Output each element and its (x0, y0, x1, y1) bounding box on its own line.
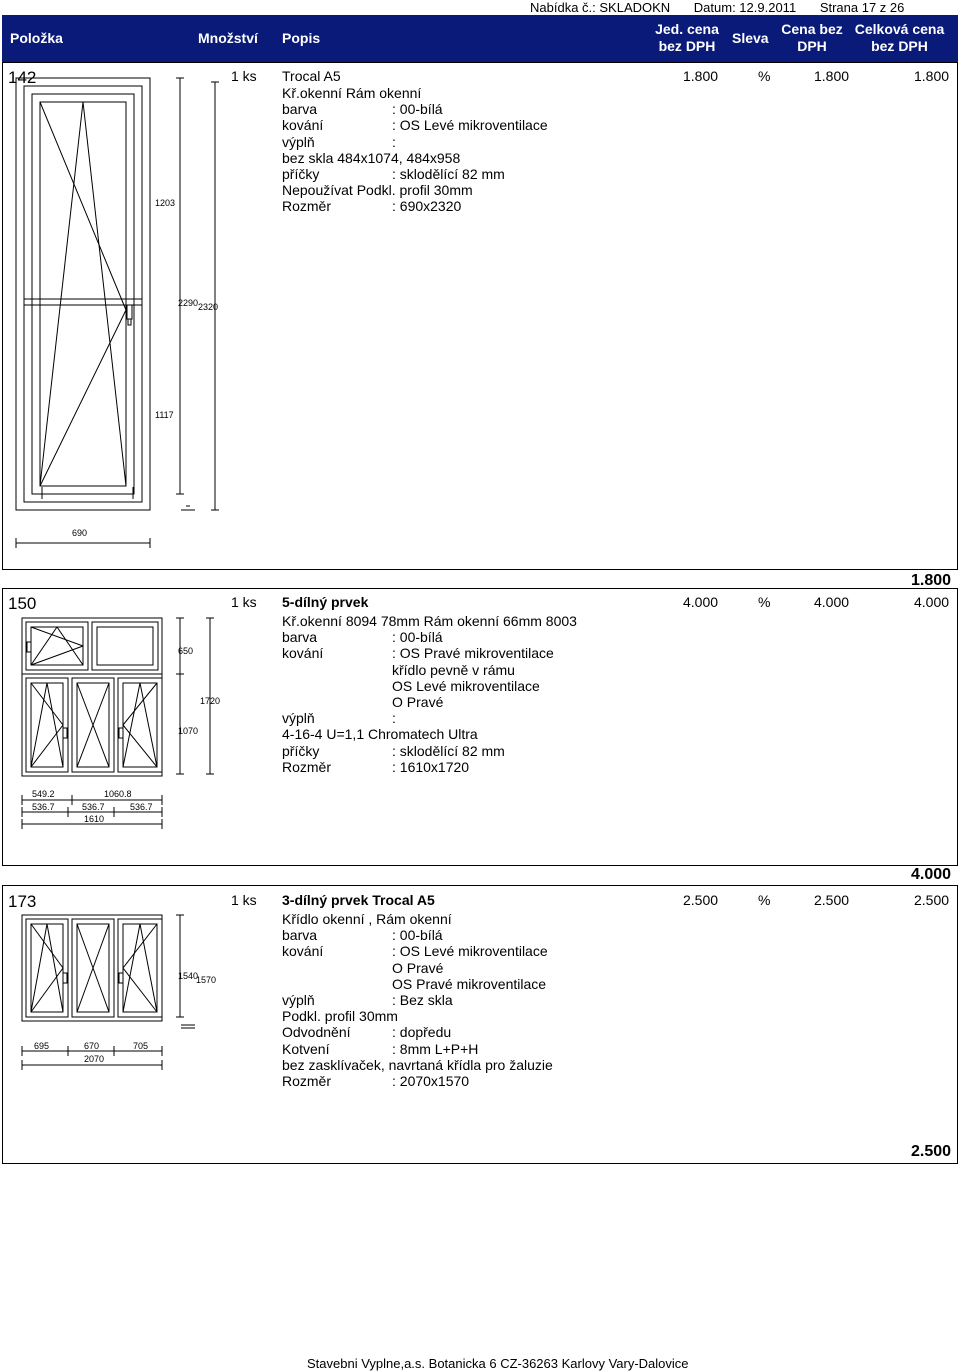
page-footer: Stavebni Vyplne,a.s. Botanicka 6 CZ-36263 Karlovy Vary-Dalovice (307, 1356, 689, 1371)
item-price: 4.000 (814, 594, 850, 610)
spec-line (282, 1057, 662, 1073)
item-title: 3-dílný prvek Trocal A5 (282, 892, 435, 908)
spec-key: příčky (282, 165, 320, 182)
dim-label: 536.7 (130, 802, 153, 812)
spec-line (282, 117, 662, 133)
dim-label: 1570 (196, 975, 217, 985)
item-subtotal: 4.000 (911, 866, 952, 883)
spec-key: Podkl. profil 30mm (282, 1008, 398, 1025)
item-spec-list (282, 911, 662, 1089)
spec-key: kování (282, 943, 324, 960)
spec-line (282, 85, 662, 101)
spec-line (282, 960, 662, 976)
item-total: 2.500 (914, 892, 950, 908)
page-number: Strana 17 z 26 (819, 0, 905, 15)
spec-value: : sklodělící 82 mm (392, 742, 505, 759)
spec-line (282, 1041, 662, 1057)
item-position: 142 (8, 68, 37, 87)
spec-line (282, 759, 662, 775)
spec-value: : Bez skla (392, 991, 453, 1008)
spec-key: barva (282, 927, 318, 944)
spec-value: : OS Levé mikroventilace (392, 117, 548, 134)
spec-value: O Pravé (392, 693, 444, 710)
spec-key: příčky (282, 742, 320, 759)
dim-label: 536.7 (32, 802, 55, 812)
spec-key: Odvodnění (282, 1024, 351, 1041)
spec-key: Kř.okenní Rám okenní (282, 85, 422, 101)
spec-line (282, 1024, 662, 1040)
header-total-line2: bez DPH (871, 38, 928, 54)
table-header (2, 15, 958, 62)
spec-key: Rozměr (282, 198, 332, 215)
dim-label: 670 (84, 1041, 100, 1051)
header-unit-price (652, 21, 722, 55)
header-unit-price-line2: bez DPH (658, 38, 716, 54)
item-qty: 1 ks (231, 594, 257, 610)
item-price: 1.800 (814, 68, 850, 84)
spec-value: : 8mm L+P+H (392, 1040, 479, 1057)
dim-label: 536.7 (82, 802, 105, 812)
header-total-line1: Celková cena (854, 21, 945, 37)
dim-label: 1060.8 (104, 789, 132, 799)
item-discount: % (758, 892, 771, 908)
spec-value: : 00-bílá (392, 629, 443, 646)
spec-key: Křídlo okenní , Rám okenní (282, 911, 452, 927)
dim-label: 1610 (84, 814, 105, 824)
item-discount: % (758, 594, 771, 610)
spec-value: : (392, 710, 396, 727)
door-drawing (0, 62, 240, 570)
spec-line (282, 150, 662, 166)
spec-key: Rozměr (282, 1072, 332, 1089)
item-price: 2.500 (814, 892, 850, 908)
item-unit-price: 4.000 (683, 594, 719, 610)
item-unit-price: 1.800 (683, 68, 719, 84)
spec-line (282, 726, 662, 742)
spec-key: výplň (282, 991, 315, 1008)
window-drawing-3part (0, 885, 240, 1085)
spec-value: : OS Pravé mikroventilace (392, 645, 554, 662)
dim-label: 1203 (155, 198, 176, 208)
header-price (777, 21, 847, 55)
item-title: 5-dílný prvek (282, 594, 369, 610)
spec-value: křídlo pevně v rámu (392, 661, 515, 678)
spec-line (282, 694, 662, 710)
dim-label: 650 (178, 646, 194, 656)
spec-line (282, 166, 662, 182)
item-total: 4.000 (914, 594, 950, 610)
spec-line (282, 1008, 662, 1024)
spec-value: : dopředu (392, 1024, 452, 1041)
spec-line (282, 613, 662, 629)
spec-value: : (392, 133, 396, 150)
header-discount: Sleva (732, 30, 769, 46)
spec-line (282, 629, 662, 645)
spec-key: bez skla 484x1074, 484x958 (282, 149, 461, 166)
spec-key: barva (282, 101, 318, 118)
spec-key: výplň (282, 133, 315, 150)
spec-line (282, 645, 662, 661)
spec-value: : 00-bílá (392, 101, 443, 118)
item-qty: 1 ks (231, 68, 257, 84)
dim-label: 1720 (200, 696, 221, 706)
spec-key: Kotvení (282, 1040, 330, 1057)
spec-value: O Pravé (392, 959, 444, 976)
item-position: 150 (8, 594, 37, 613)
spec-key: barva (282, 629, 318, 646)
spec-value: OS Pravé mikroventilace (392, 975, 547, 992)
item-title: Trocal A5 (282, 68, 341, 84)
item-subtotal: 1.800 (911, 572, 952, 589)
header-unit-price-line1: Jed. cena (655, 21, 719, 37)
dim-label: 2070 (84, 1054, 105, 1064)
spec-line (282, 992, 662, 1008)
document-meta (530, 0, 924, 15)
spec-line (282, 911, 662, 927)
header-price-line2: DPH (797, 38, 827, 54)
spec-value: : 00-bílá (392, 927, 443, 944)
header-desc: Popis (282, 30, 321, 46)
spec-key: kování (282, 645, 324, 662)
spec-value: : OS Levé mikroventilace (392, 943, 548, 960)
header-price-line1: Cena bez (781, 21, 843, 37)
item-subtotal: 2.500 (911, 1143, 952, 1160)
window-drawing-5part (0, 588, 240, 838)
dim-label: 705 (133, 1041, 149, 1051)
header-qty: Množství (198, 30, 258, 46)
spec-key: bez zasklívaček, navrtaná křídla pro žaluzie (282, 1056, 553, 1073)
dim-label: 695 (34, 1041, 50, 1051)
spec-value: : 1610x1720 (392, 758, 470, 775)
header-item: Položka (10, 30, 63, 46)
spec-line (282, 743, 662, 759)
dim-label: 690 (72, 528, 88, 538)
spec-value: : 690x2320 (392, 198, 462, 215)
spec-line (282, 678, 662, 694)
spec-key: výplň (282, 710, 315, 727)
item-position: 173 (8, 892, 37, 911)
item-unit-price: 2.500 (683, 892, 719, 908)
spec-line (282, 662, 662, 678)
dim-label: 1070 (178, 726, 199, 736)
spec-key: Rozměr (282, 758, 332, 775)
spec-line (282, 710, 662, 726)
spec-key: Kř.okenní 8094 78mm Rám okenní 66mm 8003 (282, 613, 577, 629)
spec-line (282, 1073, 662, 1089)
spec-line (282, 182, 662, 198)
spec-key: kování (282, 117, 324, 134)
spec-line (282, 976, 662, 992)
spec-line (282, 943, 662, 959)
dim-label: 1117 (155, 410, 174, 420)
spec-line (282, 134, 662, 150)
dim-label: 549.2 (32, 789, 55, 799)
header-total (847, 21, 952, 55)
offer-number: Nabídka č.: SKLADOKN (530, 0, 671, 15)
item-spec-list (282, 85, 662, 215)
dim-label: 1540 (178, 971, 199, 981)
item-total: 1.800 (914, 68, 950, 84)
spec-value: : sklodělící 82 mm (392, 165, 505, 182)
dim-label: 2290 (178, 298, 199, 308)
spec-key: Nepoužívat Podkl. profil 30mm (282, 182, 473, 199)
item-qty: 1 ks (231, 892, 257, 908)
spec-value: OS Levé mikroventilace (392, 677, 540, 694)
item-spec-list (282, 613, 662, 775)
spec-line (282, 101, 662, 117)
offer-date: Datum: 12.9.2011 (693, 0, 797, 15)
spec-line (282, 198, 662, 214)
item-discount: % (758, 68, 771, 84)
dim-label: 2320 (198, 302, 219, 312)
spec-value: : 2070x1570 (392, 1072, 470, 1089)
spec-key: 4-16-4 U=1,1 Chromatech Ultra (282, 726, 478, 743)
spec-line (282, 927, 662, 943)
